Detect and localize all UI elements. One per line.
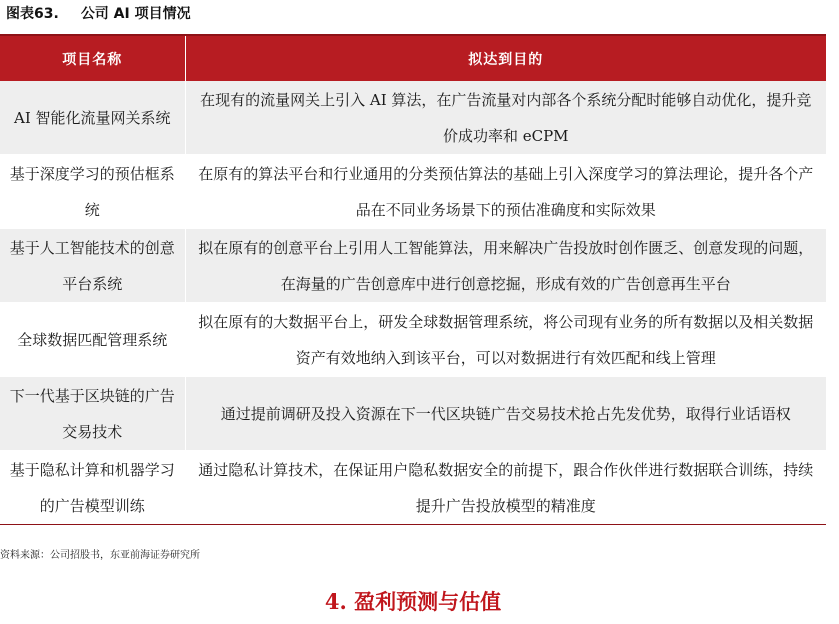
project-name-cell: 基于深度学习的预估框系统 (0, 155, 185, 229)
table-header-row (0, 35, 826, 81)
project-purpose-cell: 通过隐私计算技术，在保证用户隐私数据安全的前提下，跟合作伙伴进行数据联合训练，持续提升广告投放模型的精准度 (185, 451, 826, 525)
project-name-cell: 基于隐私计算和机器学习的广告模型训练 (0, 451, 185, 525)
ai-projects-table-container (0, 34, 826, 525)
figure-title: 公司 AI 项目情况 (80, 6, 191, 22)
project-purpose-cell: 拟在原有的大数据平台上，研发全球数据管理系统，将公司现有业务的所有数据以及相关数据资产有效地纳入到该平台，可以对数据进行有效匹配和线上管理 (185, 303, 826, 377)
table-row (0, 229, 826, 303)
project-name-cell: 基于人工智能技术的创意平台系统 (0, 229, 185, 303)
header-project-name: 项目名称 (0, 35, 185, 81)
table-row (0, 155, 826, 229)
project-name-cell: AI 智能化流量网关系统 (0, 81, 185, 155)
table-row (0, 451, 826, 525)
project-purpose-cell: 通过提前调研及投入资源在下一代区块链广告交易技术抢占先发优势，取得行业话语权 (185, 377, 826, 451)
table-row (0, 303, 826, 377)
header-purpose: 拟达到目的 (185, 35, 826, 81)
project-purpose-cell: 拟在原有的创意平台上引用人工智能算法，用来解决广告投放时创作匮乏、创意发现的问题，在海量的广告创意库中进行创意挖掘，形成有效的广告创意再生平台 (185, 229, 826, 303)
source-note: 资料来源：公司招股书，东亚前海证券研究所 (0, 550, 200, 561)
section-heading: 4. 盈利预测与估值 (324, 589, 502, 614)
project-name-cell: 下一代基于区块链的广告交易技术 (0, 377, 185, 451)
project-name-cell: 全球数据匹配管理系统 (0, 303, 185, 377)
table-row (0, 377, 826, 451)
project-purpose-cell: 在现有的流量网关上引入 AI 算法，在广告流量对内部各个系统分配时能够自动优化，提升竞价成功率和 eCPM (185, 81, 826, 155)
ai-projects-table (0, 34, 826, 525)
project-purpose-cell: 在原有的算法平台和行业通用的分类预估算法的基础上引入深度学习的算法理论，提升各个产品在不同业务场景下的预估准确度和实际效果 (185, 155, 826, 229)
table-row (0, 81, 826, 155)
figure-caption (6, 4, 191, 24)
figure-number: 图表63. (6, 6, 59, 22)
